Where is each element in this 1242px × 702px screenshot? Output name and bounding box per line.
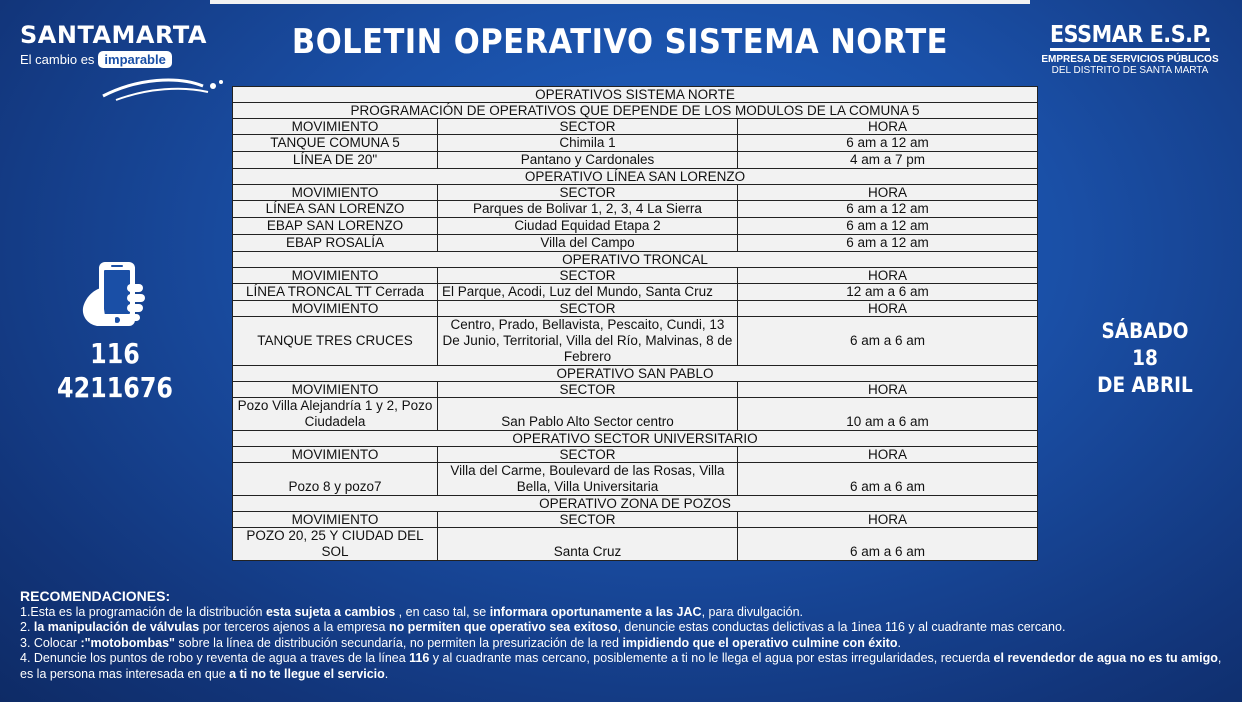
recommendation-4 — [20, 651, 1225, 682]
cell-hora: 6 am a 6 am — [738, 528, 1038, 561]
date-day: SÁBADO — [1101, 319, 1189, 343]
col-hora: HORA — [738, 447, 1038, 463]
cell-hora: 6 am a 12 am — [738, 201, 1038, 218]
santamarta-brand: SANTAMARTA — [20, 21, 207, 49]
table-row — [233, 317, 1038, 366]
cell-hora: 12 am a 6 am — [738, 284, 1038, 301]
operations-table — [232, 86, 1038, 561]
date-month: DE ABRIL — [1097, 373, 1193, 397]
essmar-underline — [1050, 48, 1210, 51]
rec-bold: 116 — [409, 651, 430, 665]
rec-text: sobre la línea de distribución secundaría, no permiten la presurización de la red — [174, 635, 623, 650]
table-row — [233, 218, 1038, 235]
essmar-subtitle-1: EMPRESA DE SERVICIOS PÚBLICOS — [1041, 54, 1219, 65]
section-title-san-pablo: OPERATIVO SAN PABLO — [233, 366, 1038, 382]
phone-number: 4211676 — [57, 371, 173, 404]
cell-movimiento: LÍNEA SAN LORENZO — [233, 201, 438, 218]
col-hora: HORA — [738, 382, 1038, 398]
col-movimiento: MOVIMIENTO — [233, 185, 438, 201]
col-sector: SECTOR — [438, 119, 738, 135]
col-movimiento: MOVIMIENTO — [233, 119, 438, 135]
recommendation-1 — [20, 605, 1225, 621]
cell-hora: 6 am a 12 am — [738, 135, 1038, 152]
rec-text: . — [897, 635, 901, 650]
cell-sector: Ciudad Equidad Etapa 2 — [438, 218, 738, 235]
rec-text: 3. Colocar — [20, 635, 81, 650]
column-header-row — [233, 447, 1038, 463]
date-number: 18 — [1132, 346, 1158, 370]
rec-text: 4. Denuncie los puntos de robo y reventa de agua a traves de la línea — [20, 651, 410, 665]
rec-text: 1.Esta es la programación de la distribución — [20, 604, 266, 619]
col-sector: SECTOR — [438, 185, 738, 201]
table-row — [233, 398, 1038, 431]
cell-sector: Villa del Carme, Boulevard de las Rosas, Villa Bella, Villa Universitaria — [438, 463, 738, 496]
santamarta-slogan — [20, 51, 225, 68]
rec-bold: :"motobombas" — [80, 635, 175, 650]
col-hora: HORA — [738, 301, 1038, 317]
cell-sector: Pantano y Cardonales — [438, 152, 738, 169]
cell-movimiento: EBAP SAN LORENZO — [233, 218, 438, 235]
cell-sector: El Parque, Acodi, Luz del Mundo, Santa Cruz — [438, 284, 738, 301]
col-movimiento: MOVIMIENTO — [233, 268, 438, 284]
cell-sector: Parques de Bolivar 1, 2, 3, 4 La Sierra — [438, 201, 738, 218]
recommendation-2 — [20, 620, 1225, 636]
col-sector: SECTOR — [438, 382, 738, 398]
section-title-comuna5: PROGRAMACIÓN DE OPERATIVOS QUE DEPENDE DE LOS MODULOS DE LA COMUNA 5 — [233, 103, 1038, 119]
cell-sector: San Pablo Alto Sector centro — [438, 398, 738, 431]
top-bar — [210, 0, 1030, 4]
cell-movimiento: EBAP ROSALÍA — [233, 235, 438, 252]
page-title: BOLETIN OPERATIVO SISTEMA NORTE — [291, 22, 949, 62]
col-hora: HORA — [738, 268, 1038, 284]
cell-hora: 6 am a 12 am — [738, 218, 1038, 235]
section-title-san-lorenzo: OPERATIVO LÍNEA SAN LORENZO — [233, 169, 1038, 185]
cell-movimiento: Pozo 8 y pozo7 — [233, 463, 438, 496]
column-header-row — [233, 382, 1038, 398]
rec-text: , para divulgación. — [701, 604, 804, 619]
wave-swoosh-icon — [98, 72, 228, 102]
col-sector: SECTOR — [438, 512, 738, 528]
col-movimiento: MOVIMIENTO — [233, 301, 438, 317]
col-sector: SECTOR — [438, 447, 738, 463]
table-row — [233, 528, 1038, 561]
cell-hora: 4 am a 7 pm — [738, 152, 1038, 169]
rec-bold: el revendedor de agua no es tu amigo — [993, 651, 1218, 665]
rec-text: , es la persona mas interesada en que — [20, 651, 1222, 681]
column-header-row — [233, 301, 1038, 317]
table-title: OPERATIVOS SISTEMA NORTE — [233, 87, 1038, 103]
cell-movimiento: LÍNEA TRONCAL TT Cerrada — [233, 284, 438, 301]
table-row — [233, 463, 1038, 496]
cell-sector: Centro, Prado, Bellavista, Pescaito, Cundi, 13 De Junio, Territorial, Villa del Río, Malvinas, 8 de Febrero — [438, 317, 738, 366]
recommendations-title: RECOMENDACIONES: — [20, 588, 171, 604]
rec-bold: informara oportunamente a las JAC — [489, 604, 702, 619]
rec-text: , denuncie estas conductas delictivas a la 1inea 116 y al cuadrante mas cercano. — [617, 620, 1066, 634]
cell-hora: 10 am a 6 am — [738, 398, 1038, 431]
column-header-row — [233, 512, 1038, 528]
rec-bold: impidiendo que el operativo culmine con éxito — [622, 635, 898, 650]
recommendation-3 — [20, 636, 1225, 652]
cell-hora: 6 am a 6 am — [738, 463, 1038, 496]
section-title-troncal: OPERATIVO TRONCAL — [233, 252, 1038, 268]
rec-bold: la manipulación de válvulas — [33, 620, 200, 634]
cell-sector: Santa Cruz — [438, 528, 738, 561]
contact-block — [40, 258, 190, 405]
table-row — [233, 135, 1038, 152]
rec-bold: a ti no te llegue el servicio — [229, 666, 385, 681]
cell-movimiento: Pozo Villa Alejandría 1 y 2, Pozo Ciudadela — [233, 398, 438, 431]
rec-bold: no permiten que operativo sea exitoso — [388, 620, 618, 634]
section-title-universitario: OPERATIVO SECTOR UNIVERSITARIO — [233, 431, 1038, 447]
cell-sector: Chimila 1 — [438, 135, 738, 152]
slogan-prefix: El cambio es — [20, 52, 95, 67]
cell-movimiento: POZO 20, 25 Y CIUDAD DEL SOL — [233, 528, 438, 561]
col-sector: SECTOR — [438, 301, 738, 317]
col-sector: SECTOR — [438, 268, 738, 284]
table-row — [233, 284, 1038, 301]
column-header-row — [233, 119, 1038, 135]
phone-in-hand-icon — [75, 258, 155, 332]
col-hora: HORA — [738, 119, 1038, 135]
cell-movimiento: TANQUE COMUNA 5 — [233, 135, 438, 152]
table-row — [233, 235, 1038, 252]
cell-movimiento: LÍNEA DE 20" — [233, 152, 438, 169]
rec-text: , en caso tal, se — [395, 604, 490, 619]
essmar-logo — [1040, 22, 1220, 76]
section-title-zona-pozos: OPERATIVO ZONA DE POZOS — [233, 496, 1038, 512]
rec-text: y al cuadrante mas cercano, posiblemente a ti no le llega el agua por estas irregularidades, recuerda — [429, 651, 994, 665]
rec-bold: esta sujeta a cambios — [265, 604, 396, 619]
col-movimiento: MOVIMIENTO — [233, 382, 438, 398]
column-header-row — [233, 185, 1038, 201]
date-block — [1088, 318, 1202, 399]
cell-hora: 6 am a 6 am — [738, 317, 1038, 366]
essmar-brand: ESSMAR E.S.P. — [1049, 22, 1211, 48]
col-hora: HORA — [738, 512, 1038, 528]
slogan-pill: imparable — [98, 51, 171, 68]
cell-hora: 6 am a 12 am — [738, 235, 1038, 252]
table-row — [233, 152, 1038, 169]
col-movimiento: MOVIMIENTO — [233, 447, 438, 463]
santamarta-logo — [20, 22, 225, 102]
rec-text: por terceros ajenos a la empresa — [199, 620, 389, 634]
essmar-subtitle-2: DEL DISTRITO DE SANTA MARTA — [1051, 65, 1209, 76]
column-header-row — [233, 268, 1038, 284]
rec-text: 2. — [20, 620, 34, 634]
col-hora: HORA — [738, 185, 1038, 201]
col-movimiento: MOVIMIENTO — [233, 512, 438, 528]
cell-movimiento: TANQUE TRES CRUCES — [233, 317, 438, 366]
table-row — [233, 201, 1038, 218]
phone-line-116: 116 — [90, 337, 140, 370]
recommendations — [20, 589, 1225, 682]
cell-sector: Villa del Campo — [438, 235, 738, 252]
rec-text: . — [384, 666, 389, 681]
